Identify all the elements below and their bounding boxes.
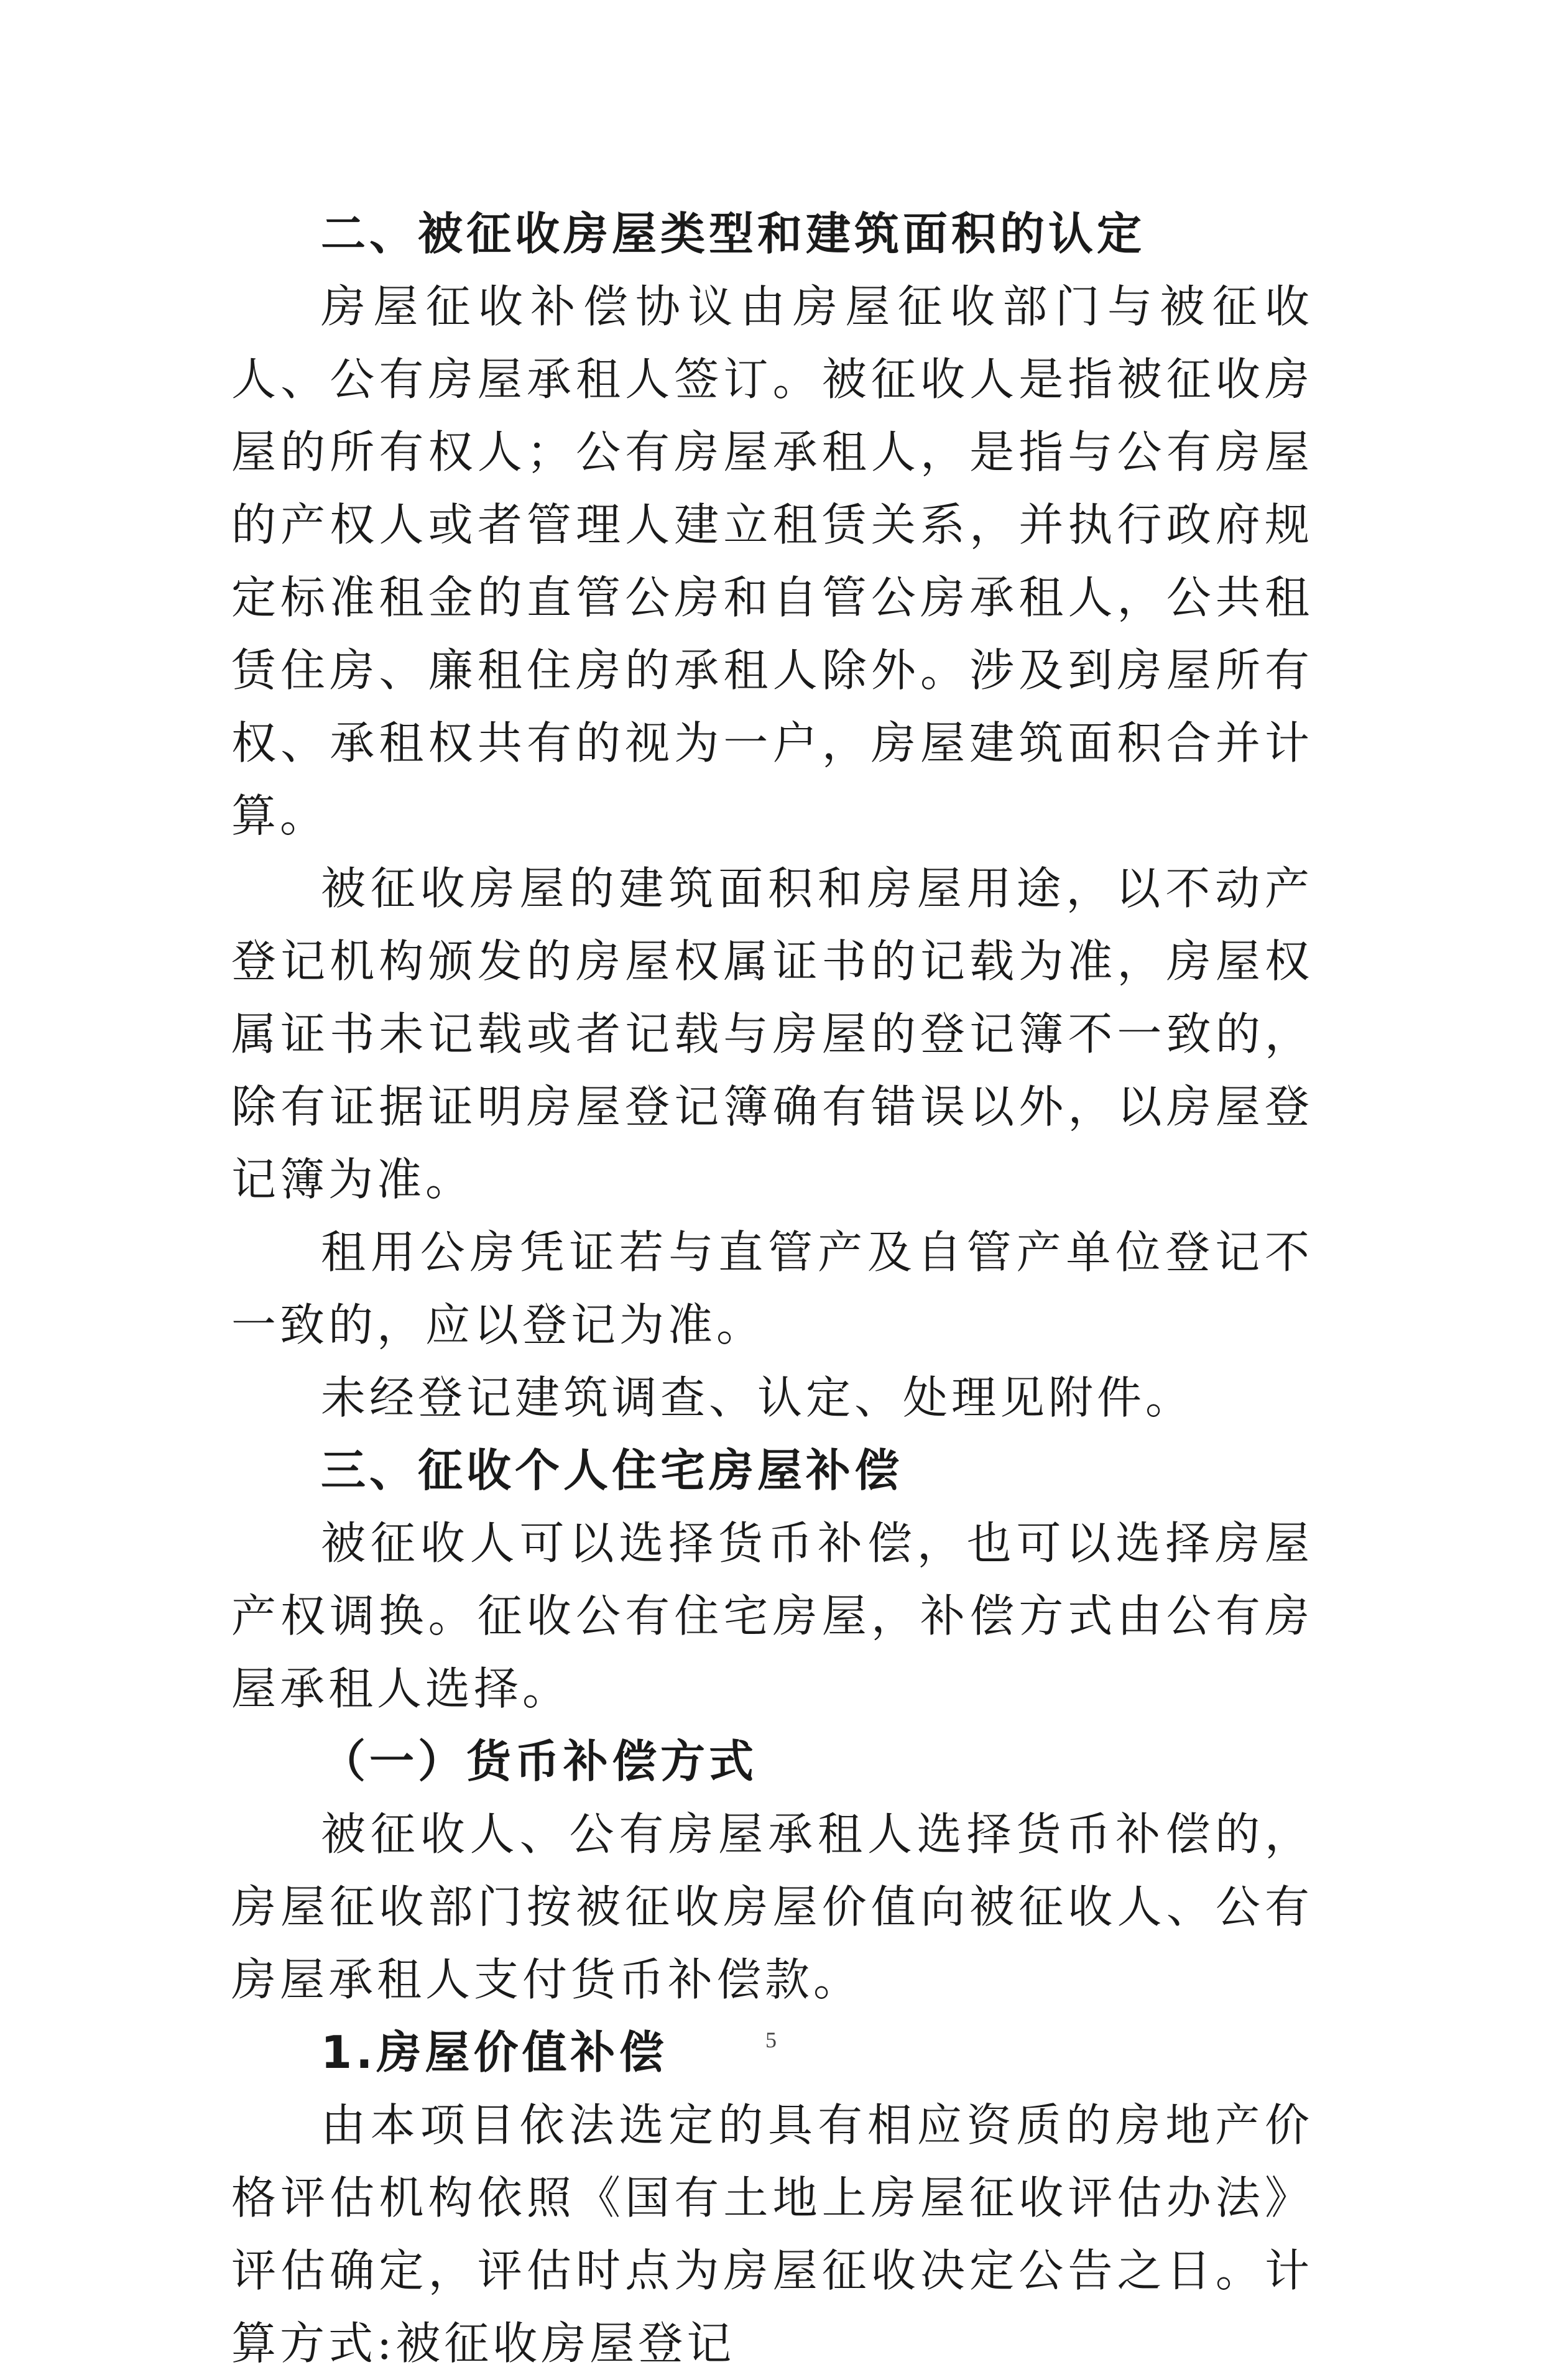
subsection-heading-monetary: （一）货币补偿方式 bbox=[321, 1735, 758, 1787]
paragraph-public-housing-certificate: 租用公房凭证若与直管产及自管产单位登记不一致的，应以登记为准。 bbox=[231, 1226, 1313, 1351]
paragraph-monetary-compensation: 被征收人、公有房屋承租人选择货币补偿的，房屋征收部门按被征收房屋价值向被征收人、公有房屋承租人支付货币补偿款。 bbox=[231, 1808, 1313, 2006]
paragraph-building-area: 被征收房屋的建筑面积和房屋用途，以不动产登记机构颁发的房屋权属证书的记载为准，房屋权属证书未记载或者记载与房屋的登记簿不一致的，除有证据证明房屋登记簿确有错误以外，以房屋登记簿为准。 bbox=[231, 862, 1313, 1206]
paragraph-unregistered-buildings: 未经登记建筑调查、认定、处理见附件。 bbox=[321, 1372, 1194, 1424]
paragraph-compensation-choice: 被征收人可以选择货币补偿，也可以选择房屋产权调换。征收公有住宅房屋，补偿方式由公有房屋承租人选择。 bbox=[231, 1517, 1313, 1715]
paragraph-valuation-method: 由本项目依法选定的具有相应资质的房地产价格评估机构依照《国有土地上房屋征收评估办法》评估确定，评估时点为房屋征收决定公告之日。计算方式:被征收房屋登记 bbox=[231, 2099, 1313, 2369]
page-number: 5 bbox=[765, 2027, 777, 2052]
paragraph-agreement-parties: 房屋征收补偿协议由房屋征收部门与被征收人、公有房屋承租人签订。被征收人是指被征收房屋的所有权人；公有房屋承租人，是指与公有房屋的产权人或者管理人建立租赁关系，并执行政府规定标准租金的直管公房和自管公房承租人，公共租赁住房、廉租住房的承租人除外。涉及到房屋所有权、承租权共有的视为一户，房屋建筑面积合并计算。 bbox=[231, 280, 1313, 842]
section-heading-2: 二、被征收房屋类型和建筑面积的认定 bbox=[321, 208, 1146, 260]
item-heading-house-value: 1.房屋价值补偿 bbox=[321, 2026, 668, 2078]
section-heading-3: 三、征收个人住宅房屋补偿 bbox=[321, 1444, 903, 1497]
